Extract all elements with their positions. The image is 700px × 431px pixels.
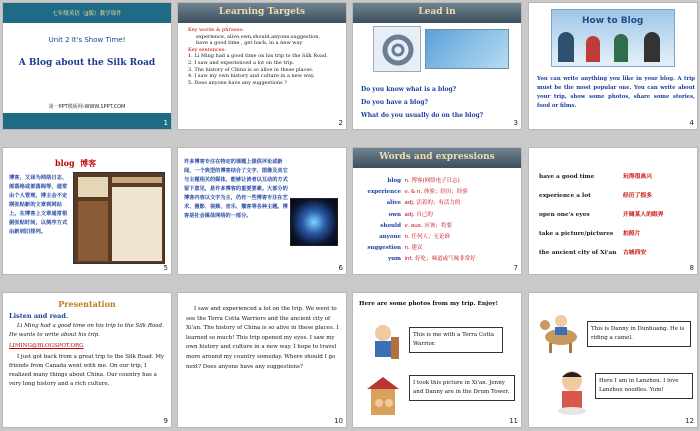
slide-5-thumbnail[interactable] xyxy=(2,147,172,275)
word-row: anyone n. 任何人；无论谁 xyxy=(379,234,450,241)
sentence-3: 3. The history of China is so alive in these places. xyxy=(188,66,314,73)
blog-definition: 博客，又译为网络日志、部落格或部落阁等，通常由个人管理，博主会不定期张贴新的文章到网站上。在博客上文章通常根据张贴时间，以倒序方式由新到旧排列。 xyxy=(9,175,68,235)
slide-title: Presentation xyxy=(58,299,116,309)
slide-number: 1 xyxy=(163,119,168,127)
slide-6-thumbnail[interactable] xyxy=(177,147,347,275)
phrase-list xyxy=(539,168,697,263)
keywords-list: experience, alive,own,should,anyone,suggestion, xyxy=(196,33,321,40)
title-en: blog xyxy=(55,158,75,168)
caption-box xyxy=(595,373,693,399)
question-1: Do you know what is a blog? xyxy=(361,86,457,93)
how-to-blog-logo: How to Blog xyxy=(582,16,644,26)
keywords-heading: Key words & phrases: xyxy=(188,27,244,33)
phrase-row: take a picture/pictures 拍照片 xyxy=(539,231,641,237)
slide-number: 2 xyxy=(338,119,343,127)
slide-4-thumbnail[interactable] xyxy=(528,2,698,130)
slide-12-thumbnail[interactable] xyxy=(528,292,698,428)
phrase-row: have a good time 玩得很高兴 xyxy=(539,174,652,180)
slide-8-thumbnail[interactable] xyxy=(528,147,698,275)
slide-number: 6 xyxy=(338,264,343,272)
sentence-1: 1. Li Ming had a good time on his trip to the Silk Road. xyxy=(188,53,328,60)
word-row: blog n. 博客(网络电子日志) xyxy=(387,178,460,184)
caption-1: This is Danny in Dunhuang. He is riding a camel. xyxy=(591,326,685,341)
slide-number: 11 xyxy=(509,417,518,425)
word-row: suggestion n. 建议 xyxy=(367,245,423,252)
question-2: Do you have a blog? xyxy=(361,99,429,106)
phrase-row: open one's eyes 开阔某人的眼界 xyxy=(539,212,664,218)
slide-number: 12 xyxy=(685,417,694,425)
caption-2: I took this picture in Xi'an. Jenny and Danny are in the Drum Tower. xyxy=(413,380,510,395)
word-list xyxy=(357,176,519,266)
slide-9-thumbnail[interactable] xyxy=(2,292,172,428)
key-sentences-heading: Key sentences: xyxy=(188,46,226,53)
slide-10-thumbnail[interactable] xyxy=(177,292,347,428)
phrase-row: the ancient city of Xi'an 古城西安 xyxy=(539,250,647,256)
slide-title xyxy=(55,158,96,169)
slide-number: 4 xyxy=(689,119,694,127)
caption-box xyxy=(409,375,515,401)
sentence-4: 4. I saw my own history and culture in a new way. xyxy=(188,73,315,80)
intro-line-2: He wants to write about his trip. xyxy=(9,332,101,338)
slide-title: Here are some photos from my trip. Enjoy! xyxy=(359,301,498,307)
intro-line-1: Li Ming had a good time on his trip to the Silk Road. xyxy=(17,323,164,329)
phrases-list: have a good time , get back, in a new way xyxy=(196,40,303,47)
slide-1-thumbnail[interactable] xyxy=(2,2,172,130)
question-3: What do you usually do on the blog? xyxy=(361,112,484,119)
blog-page-screenshot xyxy=(73,172,165,264)
unit-title: Unit 2 It's Show Time! xyxy=(48,36,126,44)
drum-tower-cartoon-image xyxy=(363,373,403,417)
phrase-row: experience a lot 经历了很多 xyxy=(539,193,652,199)
caption-1: This is me with a Terra Cotta Warrior. xyxy=(413,332,495,347)
subtitle: Listen and read. xyxy=(9,312,69,320)
word-row: experience v. & n. 体验；经历；经验 xyxy=(367,189,468,196)
slide-number: 8 xyxy=(689,264,694,272)
slide-title: Learning Targets xyxy=(218,7,306,17)
noodle-boy-cartoon-image xyxy=(551,367,593,417)
caption-box xyxy=(587,321,691,347)
nebula-image xyxy=(290,198,338,246)
slide-3-thumbnail[interactable] xyxy=(352,2,522,130)
blog-description: 许多博客专注在特定的课题上提供评论或新闻，一个典型的博客结合了文字、图像及其它与主题相关的媒体，能够让读者以互动的方式留下意见，是许多博客的重要要素。大部分的博客内容以文字为主，仍有一些博客专注在艺术、摄影、视频、音乐、播客等各种主题。博客是社会媒体网络的一部分。 xyxy=(184,159,288,219)
blog-paragraph: I just got back from a great trip to the Silk Road. My friends from Canada went with me. On our trip, I realized many things about China. Our country has a very long history and a rich culture. xyxy=(9,354,165,387)
slide-number: 10 xyxy=(334,417,343,425)
word-row: yum int. 好吃；味道或气味非常好 xyxy=(387,256,476,263)
slide-7-thumbnail[interactable] xyxy=(352,147,522,275)
slide-title: Lead in xyxy=(418,7,456,17)
slide-11-thumbnail[interactable] xyxy=(352,292,522,428)
intro-paragraph: You can write anything you like in your blog. A trip must be the most popular one. You can write about your trip, show some photos, share some stories, food or films. xyxy=(537,76,695,109)
how-to-blog-image xyxy=(551,9,675,67)
slide-number: 5 xyxy=(163,264,168,272)
word-row: own adj. 自己的 xyxy=(388,211,433,218)
title-cn: 博客 xyxy=(80,158,97,168)
word-row: alive adj. 活着的；有活力的 xyxy=(386,200,461,207)
camel-rider-cartoon-image xyxy=(537,307,583,353)
slide-number: 7 xyxy=(513,264,518,272)
caption-box xyxy=(409,327,503,353)
blog-paragraph: I saw and experienced a lot on the trip. We went to see the Terra Cotta Warriors and the ancient city of Xi'an. The history of China is so alive in these places. I learned so much! This trip opened my eyes. I saw my own history and culture in a new way. I hope to travel more around my country someday. Where should I go next? Does anyone have any suggestions? xyxy=(186,306,339,370)
email-at-image xyxy=(373,26,421,72)
slide-title: Words and expressions xyxy=(379,152,495,162)
course-label: 七年级英语（JJ版）教学课件 xyxy=(52,11,122,17)
slide-2-thumbnail[interactable] xyxy=(177,2,347,130)
slide-number: 3 xyxy=(513,119,518,127)
sentence-5: 5. Does anyone have any suggestions ? xyxy=(188,79,287,86)
word-row: should v. aux. 应该；将要 xyxy=(380,222,452,229)
sentence-2: 2. I saw and experienced a lot on the trip. xyxy=(188,59,295,66)
caption-2: Here I am in Lanzhou. I love Lanzhou noodles. Yum! xyxy=(599,378,679,393)
boy-cartoon-image xyxy=(363,321,403,361)
footer-band xyxy=(3,113,171,129)
blog-address-link[interactable]: LIMING@BLOGSPOT.ORG xyxy=(9,343,84,349)
slide-number: 9 xyxy=(163,417,168,425)
laptop-image xyxy=(425,29,509,69)
lesson-title: A Blog about the Silk Road xyxy=(18,58,156,68)
footer-text: 第一PPT模板网-WWW.1PPT.COM xyxy=(48,104,126,110)
